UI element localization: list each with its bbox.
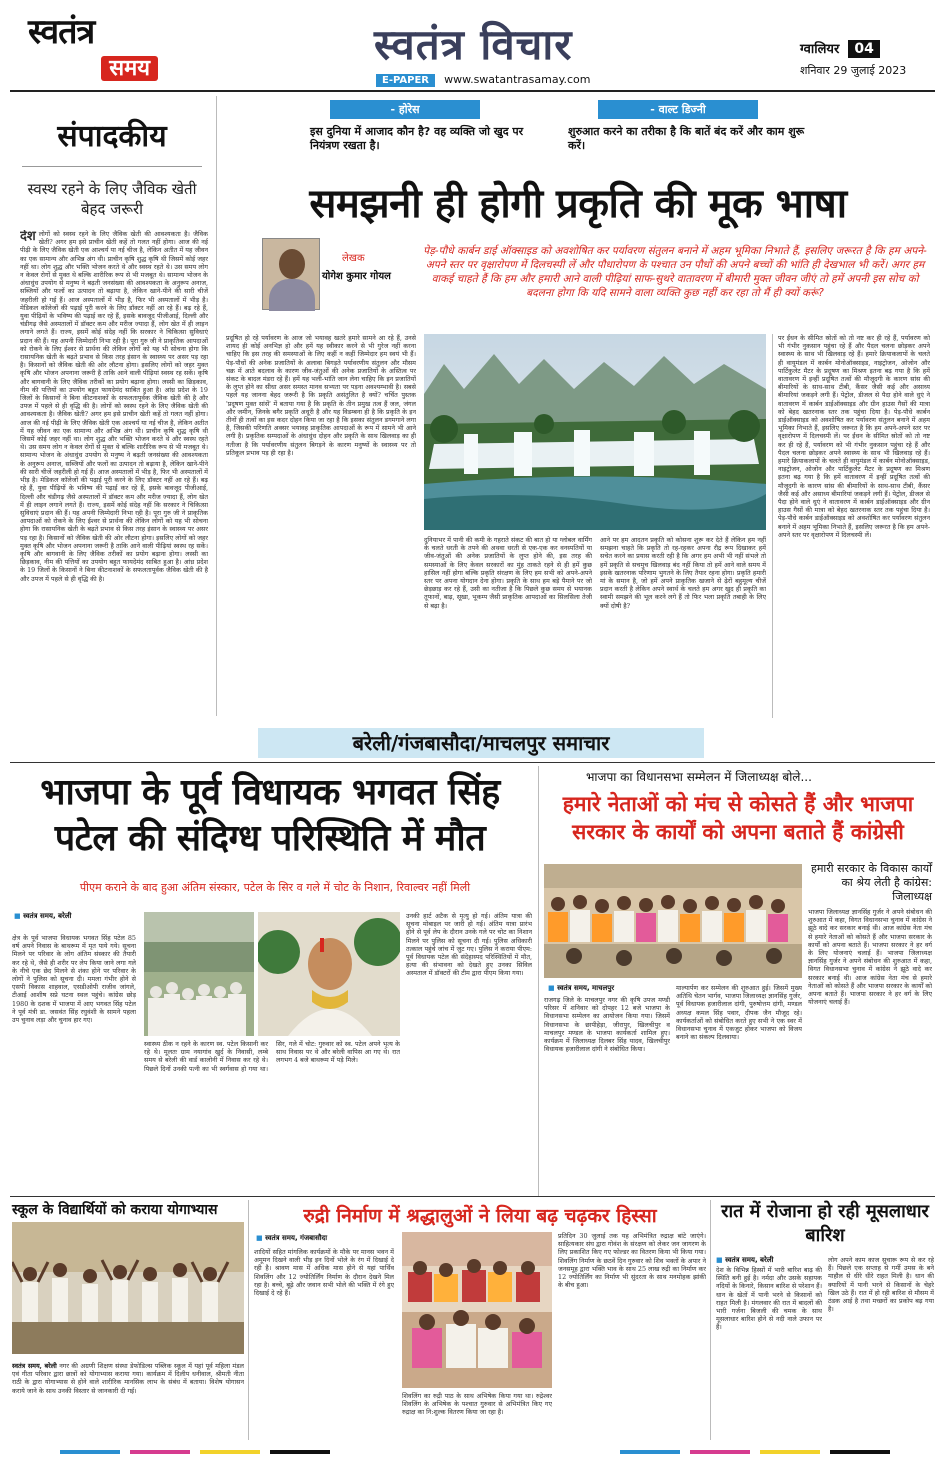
- footer-colorbar-yellow: [200, 1450, 260, 1454]
- bjp-dateline: ■ स्वतंत्र समय, बरेली: [14, 912, 71, 921]
- quote-tag: - होरेस: [330, 100, 480, 119]
- footer-colorbar-cyan: [620, 1450, 680, 1454]
- meeting-photo: [544, 864, 802, 978]
- editorial-label: संपादकीय: [57, 119, 167, 154]
- lead-col-2: दुनियाभर में पानी की कमी के गहराते संकट की बात हो या ग्लोबल वार्मिंग के चलते धरती के तपने की अथवा धरती से एक-एक कर वनस्पतियों या जीव-जंतुओं की अनेक प्रजातियों के लुप्त होने की, इस तरह की समस्याओं के लिए केवल सरकारों का मुंह ताकते रहने से ही हमें कुछ हासिल नहीं होगा बल्कि प्रकृति संरक्षण के लिए हम सभी को अपने-अपने स्तर पर अपना योगदान देना होगा। प्रकृति के साथ हम बड़े पैमाने पर जो छेड़छाड़ कर रहे हैं, उसी का नतीजा है कि पिछले कुछ समय से भयानक तूफानों, बाढ़, सूखा, भूकम्प जैसी प्राकृतिक आपदाओं का सिलसिला तेजी से बढ़ा है।: [424, 536, 592, 610]
- portrait-photo: [258, 912, 400, 1036]
- quote-text: इस दुनिया में आजाद कौन है? वह व्यक्ति जो खुद पर नियंत्रण रखता है।: [310, 125, 524, 152]
- crowd-illustration: [144, 912, 254, 1036]
- quote-tag: - वाल्ट डिज्नी: [598, 100, 758, 119]
- logo-top-text: स्वतंत्र: [28, 12, 95, 52]
- author-label: लेखक: [342, 253, 365, 264]
- edition-info: [800, 38, 920, 78]
- portrait-illustration: [258, 912, 400, 1036]
- congress-headline: हमारे नेताओं को मंच से कोसते हैं और भाजपा सरकार के कार्यों को अपना बताते हैं कांग्रेसी: [562, 792, 914, 844]
- waterfall-illustration: [424, 334, 766, 530]
- masthead-rule: [10, 90, 935, 92]
- lead-col-4: पर ईंधन के सीमित स्रोतों को तो नष्ट कर ही रहे हैं, पर्यावरण को भी गंभीर नुकसान पहुंचा रहे हैं और पैदल चलना छोड़कर अपने स्वास्थ्य के साथ भी खिलवाड़ रहे हैं। हमारे क्रियाकलापों के चलते ही वायुमंडल में कार्बन मोनोऑक्साइड, नाइट्रोजन, ओजोन और पार्टिकुलेट मैटर के प्रदूषण का मिश्रण इतना बढ़ गया है कि हमें वातावरण में इन्हीं प्रदूषित तत्वों की मौजूदगी के कारण सांस की बीमारियों के साथ-साथ टीबी, कैंसर जैसी कई और असाध्य बीमारियां जकड़ने लगी हैं। पेट्रोल, डीजल से पैदा होने वाले धुएं ने वातावरण में कार्बन डाईऑक्साइड और ग्रीन हाउस गैसों की मात्रा को बेहद खतरनाक स्तर तक पहुंचा दिया है। पेड़-पौधे कार्बन डाईऑक्साइड को अवशोषित कर पर्यावरण संतुलन बनाने में अहम भूमिका निभाते हैं, इसलिए जरूरत है कि हम अपने-अपने स्तर पर वृक्षारोपण में दिलचस्पी लें। पर ईंधन के सीमित स्रोतों को तो नष्ट कर ही रहे हैं, पर्यावरण को भी गंभीर नुकसान पहुंचा रहे हैं और पैदल चलना छोड़कर अपने स्वास्थ्य के साथ भी खिलवाड़ रहे हैं। हमारे क्रियाकलापों के चलते ही वायुमंडल में कार्बन मोनोऑक्साइड, नाइट्रोजन, ओजोन और पार्टिकुलेट मैटर के प्रदूषण का मिश्रण इतना बढ़ गया है कि हमें वातावरण में इन्हीं प्रदूषित तत्वों की मौजूदगी के कारण सांस की बीमारियों के साथ-साथ टीबी, कैंसर जैसी कई और असाध्य बीमारियां जकड़ने लगी हैं। पेट्रोल, डीजल से पैदा होने वाले धुएं ने वातावरण में कार्बन डाईऑक्साइड और ग्रीन हाउस गैसों की मात्रा को बेहद खतरनाक स्तर तक पहुंचा दिया है। पेड़-पौधे कार्बन डाईऑक्साइड को अवशोषित कर पर्यावरण संतुलन बनाने में अहम भूमिका निभाते हैं, इसलिए जरूरत है कि हम अपने-अपने स्तर पर वृक्षारोपण में दिलचस्पी लें।: [778, 334, 930, 539]
- crowd-photo: [144, 912, 254, 1036]
- lead-intro: पेड़-पौधे कार्बन डाई ऑक्साइड को अवशोषित कर पर्यावरण संतुलन बनाने में अहम भूमिका निभाते हैं, इसलिए जरूरत है कि हम अपने-अपने स्तर पर वृक्षारोपण में दिलचस्पी लें और पौधारोपण के पश्चात उन पौधों की अपने बच्चों की भांति ही देखभाल भी करें। अगर हम वाकई चाहते हैं कि हम और हमारी आने वाली पीढ़ियां साफ-सुथरे वातावरण में बीमारी मुक्त जीवन जीएं तो हमें अपनी इस सोच को बदलना होगा कि यदि सामने वाला व्यक्ति कुछ नहीं कर रहा तो मैं ही क्यों करूं?: [423, 245, 927, 299]
- bjp-col-3: उनकी हार्ट अटैक से मृत्यु हो गई। अंतिम यात्रा की सूचना मोबाइल पर जारी हो गई। अंतिम यात्रा प्रारंभ होने से पूर्व लेप के दौरान उनके गले पर चोट का निशान मिलने पर पुलिस को सूचना दी गई। पुलिस अधिकारी तत्काल पहुंचे जांच में जुट गए। पुलिस ने कराया पीएम: पूर्व विधायक पटेल की संदेहास्पद परिस्थितियों में मौत, हत्या की संभावना को देखते हुए उनका सिविल अस्पताल में डॉक्टरों की टीम द्वारा पीएम किया गया।: [406, 912, 532, 978]
- footer-colorbar-magenta: [130, 1450, 190, 1454]
- lead-headline: समझनी ही होगी प्रकृति की मूक भाषा: [309, 181, 847, 227]
- site-url[interactable]: www.swatantrasamay.com: [444, 73, 591, 86]
- editorial-body: देश लोगों को स्वस्थ रहने के लिए जैविक खेती की आवश्यकता है। जैविक खेती? अगर हम इसे प्राचीन खेती कहें तो गलत नहीं होगा। आज की नई पीढ़ी के लिए जैविक खेती एक आश्चर्य या नई चीज है, लेकिन अतीत में यह जीवन का एक सामान्य और अभिन्न अंग थी। प्राचीन कृषि शुद्ध कृषि थी जिसमें कोई जहर नहीं था। लोग शुद्ध और भक्ति भोजन करते थे और स्वस्थ रहते थे। उस समय लोग न केवल रोगों से मुक्त थे बल्कि शारीरिक रूप से भी मजबूत थे। सामान्य भोजन के अंधाधुंध उपयोग से मनुष्य ने बढ़ती जनसंख्या की आवश्यकता के अनुरूप अनाज, सब्जियों और फलों का उत्पादन तो बढ़ाया है, लेकिन खाने-पीने की सारी चीजें जहरीली हो गई हैं। आज अस्पतालों में भीड़ है, फिर भी अस्पतालों में भीड़ है। मेडिकल कॉलेजों की पढ़ाई पूरी करने के लिए डॉक्टर नहीं आ रहे हैं। बढ़ रहे हैं, युवा पीढ़ियों के भविष्य की पढ़ाई कर रहे हैं, इसके बावजूद पीजीआई, दिल्ली और चंडीगढ़ जैसे अस्पतालों में डॉक्टर कम और मरीज ज्यादा हैं, लोग खेत में ही लाइन लगाने लगते हैं। राज्य, इसमें कोई संदेह नहीं कि सरकार ने चिकित्सा सुविधाएं प्रदान की हैं। यह अपनी जिम्मेदारी निभा रही है। पूरा गुरु जी ने प्राकृतिक आपदाओं को रोकने के लिए ईश्वर से प्रार्थना की लेकिन लोगों को यह भी सोचना होगा कि रासायनिक खेती के बढ़ते प्रभाव से किस तरह इंसान के स्वास्थ्य पर असर पड़ रहा है। किसानों को जैविक खेती की ओर लौटना होगा। इसलिए लोगों को जहर मुक्त कृषि और भोजन अपनाना जरूरी है ताकि आने वाली पीढ़ियां स्वस्थ रह सकें। कृषि और बागवानी के लिए जैविक तरीकों का प्रयोग बढ़ाना होगा। लस्सी का छिड़काव, नीम की पत्तियों का उपयोग बहुत फायदेमंद साबित हुआ है। आंध्र प्रदेश के 19 जिलों के किसानों ने बिना कीटनाशकों के सफलतापूर्वक जैविक खेती की है और उपज में पहले से ही वृद्धि की है। लोगों को स्वस्थ रहने के लिए जैविक खेती की आवश्यकता है। जैविक खेती? अगर हम इसे प्राचीन खेती कहें तो गलत नहीं होगा। आज की नई पीढ़ी के लिए जैविक खेती एक आश्चर्य या नई चीज है, लेकिन अतीत में यह जीवन का एक सामान्य और अभिन्न अंग थी। प्राचीन कृषि शुद्ध कृषि थी जिसमें कोई जहर नहीं था। लोग शुद्ध और भक्ति भोजन करते थे और स्वस्थ रहते थे। उस समय लोग न केवल रोगों से मुक्त थे बल्कि शारीरिक रूप से भी मजबूत थे। सामान्य भोजन के अंधाधुंध उपयोग से मनुष्य ने बढ़ती जनसंख्या की आवश्यकता के अनुरूप अनाज, सब्जियों और फलों का उत्पादन तो बढ़ाया है, लेकिन खाने-पीने की सारी चीजें जहरीली हो गई हैं। आज अस्पतालों में भीड़ है, फिर भी अस्पतालों में भीड़ है। मेडिकल कॉलेजों की पढ़ाई पूरी करने के लिए डॉक्टर नहीं आ रहे हैं। बढ़ रहे हैं, युवा पीढ़ियों के भविष्य की पढ़ाई कर रहे हैं, इसके बावजूद पीजीआई, दिल्ली और चंडीगढ़ जैसे अस्पतालों में डॉक्टर कम और मरीज ज्यादा हैं, लोग खेत में ही लाइन लगाने लगते हैं। राज्य, इसमें कोई संदेह नहीं कि सरकार ने चिकित्सा सुविधाएं प्रदान की हैं। यह अपनी जिम्मेदारी निभा रही है। पूरा गुरु जी ने प्राकृतिक आपदाओं को रोकने के लिए ईश्वर से प्रार्थना की लेकिन लोगों को यह भी सोचना होगा कि रासायनिक खेती के बढ़ते प्रभाव से किस तरह इंसान के स्वास्थ्य पर असर पड़ रहा है। किसानों को जैविक खेती की ओर लौटना होगा। इसलिए लोगों को जहर मुक्त कृषि और भोजन अपनाना जरूरी है ताकि आने वाली पीढ़ियां स्वस्थ रह सकें। कृषि और बागवानी के लिए जैविक तरीकों का प्रयोग बढ़ाना होगा। लस्सी का छिड़काव, नीम की पत्तियों का उपयोग बहुत फायदेमंद साबित हुआ है। आंध्र प्रदेश के 19 जिलों के किसानों ने बिना कीटनाशकों के सफलतापूर्वक जैविक खेती की है और उपज में पहले से ही वृद्धि की है।: [20, 230, 208, 583]
- quote-text: शुरुआत करने का तरीका है कि बातें बंद करें और काम शुरू करें।: [568, 125, 805, 152]
- logo-bottom-text: समय: [101, 56, 158, 81]
- rain-col-1: देश के विभिन्न हिस्सों में भारी बारिश बाढ़ की स्थिति बनी हुई है। नर्मदा और उसके सहायक नदियों के किनारे, किसान बारिश से परेशान हैं। धान के खेतों में पानी भरने से किसानों को राहत मिली है। मंगलवार की रात में बादलों की भारी गर्जना बिजली की चमक के साथ मूसलाधार बारिश होने से नदी नाले उफान पर हैं।: [716, 1266, 822, 1332]
- yoga-headline: स्कूल के विद्यार्थियों को कराया योगाभ्यास: [12, 1202, 218, 1218]
- yoga-illustration: [12, 1222, 244, 1354]
- edition-city: ग्वालियर: [800, 42, 840, 57]
- editorial-box: [12, 96, 212, 716]
- bjp-col-2: स्वास्थ्य ठीक न रहने के कारण स्व. पटेल किसानी कर रहे थे। मूलतः ग्राम नयागांव खुर्द के निवासी, लम्बे समय से बरेली की वार्ड कालोनी में निवास कर रहे थे। पिछले दिनों उनकी पत्नी का भी स्वर्गवास हो गया था। सिर, गले में चोट: गुरुवार को स्व. पटेल अपने भृत्य के साथ निवास पर थे और बरेली वापिस आ गए थे। रात लगभग 4 बजे बाथरूम में पड़े मिले।: [144, 1040, 400, 1073]
- rudri-photo: [402, 1232, 552, 1388]
- lead-col-1: प्रदूषित हो रहे पर्यावरण के आज जो भयावह खतरे हमारे सामने आ रहे हैं, उनसे शायद ही कोई अनभिज्ञ हो और हमें यह स्वीकार करने से भी गुरेज नहीं करना चाहिए कि इस तरह की समस्याओं के लिए कहीं न कहीं जिम्मेदार हम स्वयं भी हैं। पेड़-पौधों की अनेक प्रजातियों के अलावा बिगड़ते पर्यावरणीय संतुलन और मौसम चक्र में आते बदलाव के कारण जीव-जंतुओं की अनेक प्रजातियों के अस्तित्व पर संकट के बादल मंडरा रहे हैं। हमें यह भली-भांति जान लेना चाहिए कि इन प्रजातियों के लुप्त होने का सीधा असर समस्त मानव सभ्यता पर पड़ना अवश्यम्भावी है। सबसे पहले यह जानना बेहद जरूरी है कि प्रकृति असंतुलित है क्यों? चर्चित पुस्तक 'प्रदूषण मुक्त सांसें' में बताया गया है कि प्रकृति के तीन प्रमुख तत्व हैं जल, जंगल और जमीन, जिनके बगैर प्रकृति अधूरी है और यह विडम्बना ही है कि प्रकृति के इन तीनों ही तत्वों का इस कदर दोहन किया जा रहा है कि इसका संतुलन डगमगाने लगा है, जिसकी परिणति अक्सर भयावह प्राकृतिक आपदाओं के रूप में सामने भी आने लगी है। प्रकृतिक सम्पदाओं के अंधाधुंध दोहन और प्रकृति के साथ खिलवाड़ का ही नतीजा है कि पर्यावरणीय संतुलन बिगड़ने के कारण मनुष्यों के स्वास्थ्य पर तो प्रतिकूल प्रभाव पड़ ही रहा है।: [226, 334, 416, 457]
- waterfall-photo: [424, 334, 766, 530]
- bjp-subhead: पीएम कराने के बाद हुआ अंतिम संस्कार, पटेल के सिर व गले में चोट के निशान, रिवाल्वर नहीं मिली: [79, 881, 471, 894]
- bjp-headline: भाजपा के पूर्व विधायक भगवत सिंह पटेल की संदिग्ध परिस्थिति में मौत: [40, 772, 500, 859]
- section-band: बरेली/गंजबासौदा/माचलपुर समाचार: [258, 728, 704, 758]
- quote-horace: [310, 100, 540, 160]
- rain-col-2: लोग अपने काम काज सुचारू रूप से कर रहे हैं। पिछले एक सप्ताह से गर्मी उमस के बने माहौल से धीरे धीरे राहत मिली है। धान की क्यारियों में पानी भरने से किसानों के चेहरे खिल उठे हैं। रात में हो रही बारिश से मौसम में ठंडक आई है तथा मच्छरों का प्रकोप बढ़ गया है।: [828, 1256, 934, 1314]
- author-photo: [262, 238, 320, 310]
- footer-colorbar-cyan: [60, 1450, 120, 1454]
- yoga-photo: [12, 1222, 244, 1354]
- epaper-row: [376, 68, 591, 87]
- footer-colorbar-black: [270, 1450, 330, 1454]
- footer-colorbar-black: [830, 1450, 890, 1454]
- footer-colorbar-yellow: [760, 1450, 820, 1454]
- congress-col-3: भाजपा जिलाध्यक्ष ज्ञानसिंह गुर्जर ने अपने संबोधन की शुरुआत में कहा, विगत विधानसभा चुनाव में कांग्रेस ने झूठे वादे कर सरकार बनाई थी। आज कांग्रेस नेता मंच से हमारे नेताओं को कोसते हैं और भाजपा सरकार के कार्यों को अपना बताते हैं। भाजपा सरकार ने हर वर्ग के लिए योजनाएं चलाई हैं। भाजपा जिलाध्यक्ष ज्ञानसिंह गुर्जर ने अपने संबोधन की शुरुआत में कहा, विगत विधानसभा चुनाव में कांग्रेस ने झूठे वादे कर सरकार बनाई थी। आज कांग्रेस नेता मंच से हमारे नेताओं को कोसते हैं और भाजपा सरकार के कार्यों को अपना बताते हैं। भाजपा सरकार ने हर वर्ग के लिए योजनाएं चलाई हैं।: [808, 908, 932, 1007]
- epaper-badge: E-PAPER: [376, 74, 435, 87]
- rudri-illustration: [402, 1232, 552, 1388]
- quote-disney: [568, 100, 808, 160]
- rudri-dateline: ■ स्वतंत्र समय, गंजबासौदा: [256, 1234, 327, 1243]
- editorial-headline: स्वस्थ रहने के लिए जैविक खेती बेहद जरूरी: [27, 180, 197, 218]
- rain-headline: रात में रोजाना हो रही मूसलाधार बारिश: [721, 1201, 929, 1246]
- congress-side-head: हमारी सरकार के विकास कार्यों का श्रेय लेती है कांग्रेस: जिलाध्यक्ष: [810, 862, 932, 903]
- page-number: 04: [848, 40, 879, 58]
- edition-date: शनिवार 29 जुलाई 2023: [800, 64, 907, 77]
- congress-kicker: भाजपा का विधानसभा सम्मेलन में जिलाध्यक्ष बोले...: [586, 770, 812, 784]
- congress-dateline: ■ स्वतंत्र समय, माचलपुर: [548, 984, 614, 993]
- logo: [28, 14, 158, 84]
- lead-col-3: आने पर हम आदतन प्रकृति को कोसना शुरू कर देते हैं लेकिन हम नहीं समझना चाहते कि प्रकृति तो रह-रहकर अपना रौद्र रूप दिखाकर हमें सचेत करने का प्रयास करती रही है कि अगर हम अभी भी नहीं संभले तो हमें प्रकृति से सचमुच खिलवाड़ बंद नहीं किया तो हमें आने वाले समय में इसके खतरनाक परिणाम भुगतने के लिए तैयार रहना होगा। प्रकृति हमारी मां के समान है, जो हमें अपने प्राकृतिक खजाने से ढ़ेरों बहुमूल्य चीजें प्रदान करती है लेकिन अपने स्वार्थ के चलते हम अगर खुद ही प्रकृति का स्वामी समझने की भूल करने लगे हैं तो फिर भला प्रकृति तबाही के लिए क्यों दोषी है?: [600, 536, 766, 610]
- rudri-col-1: शादियों सहित मांगलिक कार्यक्रमों के मौके पर मानस भवन में अमूमन दिखने वाली भीड़ इन दिनों भोले के रंग में दिखाई दे रही है। श्रावण मास में अधिक मास होने से यहां पार्थिव शिवलिंग और 12 ज्योतिर्लिंग निर्माण के दौरान देखने मिल रहा है। बच्चे, बूढ़े और जवान सभी भोले की भक्ति में रंगे हुए दिखाई दे रहे हैं।: [254, 1248, 394, 1298]
- editorial-drop-word: देश: [20, 230, 36, 244]
- rudri-col-3: प्रतिदिन 30 जुलाई तक यह अभिमंत्रित रुद्राक्ष बांटे जाएंगे। साहित्यकार संघ द्वारा गोवंश के संरक्षण को लेकर जन जागरण के लिए प्रकाशित किए गए फोल्डर का वितरण किया भी किया गया। शिवलिंग निर्माण के छठवें दिन गुरुवार को शिव भक्तों के अपार ने जनसमूह द्वारा भक्ति भाव के साथ 25 लाख रुद्री का निर्माण कर 12 ज्योतिर्लिंग का निर्माण भी सुंदरता के साथ मनमोहक झांकी के बीच हुआ।: [558, 1232, 706, 1290]
- meeting-illustration: [544, 864, 802, 978]
- author-name: योगेश कुमार गोयल: [322, 271, 391, 282]
- yoga-body: स्वतंत्र समय, बरेली नगर की अग्रणी शिक्षण संस्था डेफोडिल्स पब्लिक स्कूल में यहां पूर्व महिला मंडल एवं गीता परिवार द्वारा छात्रों को योगाभ्यास कराया गया। कार्यक्रम में दिलीप धनीवाल, श्रीमती नीता राठी के द्वारा योगाभ्यास से होने वाले शारीरिक मानसिक लाभ के संबंध में बताया। विशेष योगासन कराये जाने के साथ उनकी विस्तार से जानकारी दी गई।: [12, 1362, 244, 1395]
- rudri-headline: रुद्री निर्माण में श्रद्धालुओं ने लिया बढ़ चढ़कर हिस्सा: [303, 1205, 657, 1227]
- congress-col-2: माल्यार्पण कर सम्मेलन की शुरुआत हुई। जिसमें मुख्य अतिथि चेतन भार्गव, भाजपा जिलाध्यक्ष ज्ञानसिंह गुर्जर, पूर्व विधायक हजारीलाल दांगी, पुरुषोत्तम दांगी, मण्डल अध्यक्ष कमल सिंह पवार, दीपक जैन मौजूद रहे। कार्यकर्ताओं को संबोधित करते हुए सभी ने एक स्वर में विधानसभा चुनाव में एकजुट होकर भाजपा को विजय बनाने का संकल्प दिलवाया।: [676, 984, 802, 1042]
- footer-colorbar-magenta: [690, 1450, 750, 1454]
- yoga-dateline: स्वतंत्र समय, बरेली: [12, 1362, 57, 1370]
- rudri-col-2: शिवलिंग का रुद्री पाठ के साथ अभिषेक किया गया था। रुद्रेश्वर शिवलिंग के अभिषेक के पश्चात गुरुवार से अभिमंत्रित किए गए रुद्राक्ष का नि:शुल्क वितरण किया जा रहा है।: [402, 1392, 552, 1417]
- rain-dateline: ■ स्वतंत्र समय, बरेली: [716, 1256, 773, 1265]
- congress-col-1: राजगढ़ जिले के माचलपुर नगर की कृषि उपज मण्डी परिसर में शनिवार को दोपहर 12 बजे भाजपा के विधानसभा सम्मेलन का आयोजन किया गया। जिसमें विधानसभा के छापीहेड़ा, जीरापुर, खिलचीपुर व माचलपुर मण्डल के भाजपा कार्यकर्ता शामिल हुए। कार्यक्रम में जिलाध्यक्ष दिलबर सिंह यादव, खिलचीपुर विधायक हजारीलाल दांगी ने संबोधित किया।: [544, 996, 670, 1054]
- bjp-col-1: क्षेत्र के पूर्व भाजपा विधायक भगवत सिंह पटेल 85 वर्ष अपने निवास के बाथरूम में मृत पाये गये। सूचना मिलने पर परिवार के लोग अंतिम संस्कार की तैयारी कर रहे थे, जैसे ही शरीर पर लेप किया जाने लगा गले के नीचे एक छेद मिलने से शंका होने पर परिवार के लोगों ने पुलिस को सूचना दी। ममला गंभीर होने से एसपी विकास शाहवाल, एसडीओपी राजीव जांगले, टीआई आशीष सप्रे घटना स्थल पहुंचे। कांग्रेस छोड़ 1980 के दशक में भाजपा में आए भगवत सिंह पटेल ने पूर्व मंत्री डा. जसवंत सिंह रघुवंशी के सामने पहला उप चुनाव लड़ा और चुनाव हार गए।: [12, 934, 136, 1025]
- page-title: स्वतंत्र विचार: [374, 20, 573, 69]
